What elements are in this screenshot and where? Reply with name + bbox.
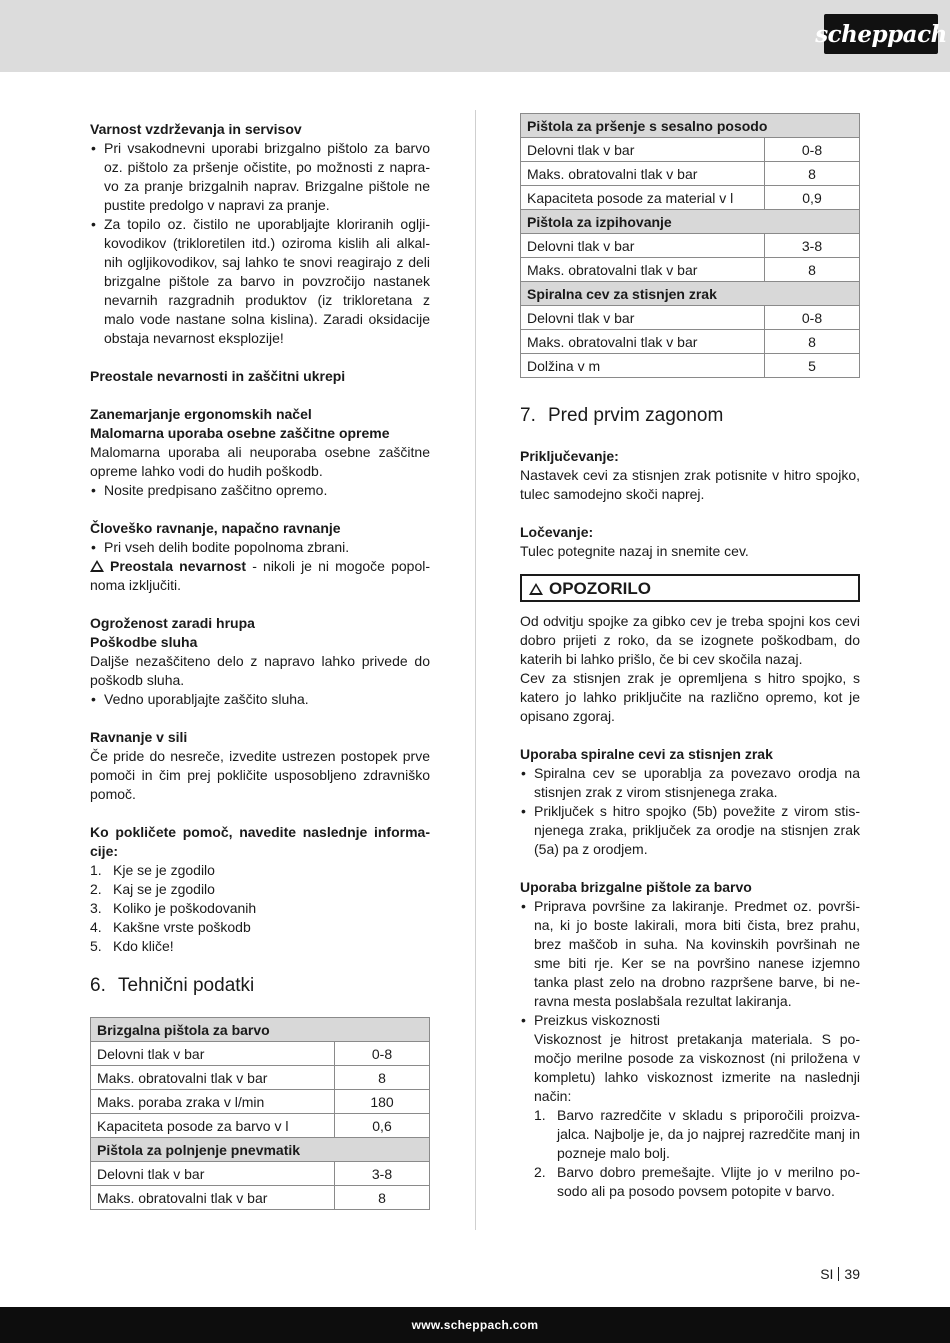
- info-list: [90, 861, 430, 956]
- ppe-paragraph: Malomarna uporaba ali neuporaba osebne zaščitne opreme lahko vodi do hudih poškodb.: [90, 444, 430, 479]
- website-link[interactable]: www.scheppach.com: [411, 1318, 539, 1332]
- warning-triangle-icon: [90, 560, 104, 572]
- maintenance-title: Varnost vzdrževanja in servisov: [90, 121, 302, 137]
- connecting-paragraph: Nastavek cevi za stisnjen zrak potisnite v hitro spojko, tulec samodejno skoči naprej.: [520, 467, 860, 502]
- section-6-heading: 6. Tehnični podatki: [90, 975, 255, 996]
- table-row: Maks. poraba zraka v l/min 180: [91, 1090, 430, 1114]
- table-row: Maks. obratovalni tlak v bar 8: [91, 1066, 430, 1090]
- right-column: [520, 113, 860, 1201]
- scheppach-logo: scheppach: [824, 14, 938, 54]
- ppe-bullet: • Nosite predpisano zaščitno opremo.: [90, 481, 430, 500]
- list-item: 3. Koliko je poškodovanih: [90, 900, 257, 916]
- viscosity-steps: [520, 1106, 860, 1201]
- list-item: 2. Barvo dobro premešajte. Vlijte jo v merilno po- sodo ali pa posodo povsem potopite v barvo.: [534, 1164, 860, 1199]
- paint-gun-bullet-2: • Preizkus viskoznosti: [520, 1011, 860, 1030]
- list-item: 1. Barvo razredčite v skladu s priporočili proizva- jalca. Najbolje je, da jo najprej razredčite manj in pozneje malo bolj.: [534, 1107, 860, 1161]
- paint-gun-title: Uporaba brizgalne pištole za barvo: [520, 879, 752, 895]
- left-column: [90, 120, 430, 1210]
- table-row: Delovni tlak v bar 0-8: [521, 306, 860, 330]
- human-behaviour-title: Človeško ravnanje, napačno ravnanje: [90, 520, 341, 536]
- table-section-header: Pištola za polnjenje pnevmatik: [91, 1138, 430, 1162]
- table-row: Delovni tlak v bar 3-8: [521, 234, 860, 258]
- disconnecting-paragraph: Tulec potegnite nazaj in snemite cev.: [520, 543, 749, 559]
- table-section-header: Pištola za izpihovanje: [521, 210, 860, 234]
- list-item: 5. Kdo kliče!: [90, 938, 174, 954]
- maintenance-bullet-2: • Za topilo oz. čistilo ne uporabljajte kloriranih oglji- kovodikov (trikloretilen itd.) oziroma kislih ali alkal- nih ogljikovodikov, saj lahko te snovi reagirajo z deli brizgalne pištole za barvo in povzročijo nastanek nevarnih razgradnih produktov (iz trikloretana z malo vode nastane solna kislina). Zaradi oksidacije obstaja nevarnost eksplozije!: [90, 215, 430, 348]
- spiral-hose-bullet-2: • Priključek s hitro spojko (5b) povežite z virom stis- njenega zraka, priključek za orodje na stisnjen zrak (5a) pa z orodjem.: [520, 802, 860, 859]
- column-divider: [475, 110, 476, 1230]
- spiral-hose-title: Uporaba spiralne cevi za stisnjen zrak: [520, 746, 773, 762]
- maintenance-bullet-1: • Pri vsakodnevni uporabi brizgalno pištolo za barvo oz. pištolo za pršenje očistite, po možnosti z napra- vo za pranje brizgalnih naprav. Brizgalne pištole ne pustite predolgo v napravi za pranje.: [90, 139, 430, 215]
- table-row: Kapaciteta posode za barvo v l 0,6: [91, 1114, 430, 1138]
- table-section-header: Spiralna cev za stisnjen zrak: [521, 282, 860, 306]
- noise-paragraph: Daljše nezaščiteno delo z napravo lahko privede do poškodb sluha.: [90, 653, 430, 688]
- ergonomics-title: Zanemarjanje ergonomskih načel: [90, 406, 312, 422]
- header-band: [0, 0, 950, 72]
- list-item: 4. Kakšne vrste poškodb: [90, 919, 251, 935]
- table-section-header: Brizgalna pištola za barvo: [91, 1018, 430, 1042]
- table-row: Maks. obratovalni tlak v bar 8: [91, 1186, 430, 1210]
- table-section-header: Pištola za pršenje s sesalno posodo: [521, 114, 860, 138]
- table-row: Delovni tlak v bar 0-8: [521, 138, 860, 162]
- warning-paragraph-1: Od odvitju spojke za gibko cev je treba spojni kos cevi dobro prijeti z roko, da se izognete poškodbam, do katerih bi lahko prišlo, če bi cev skočila nazaj.: [520, 613, 860, 667]
- disconnecting-title: Ločevanje:: [520, 524, 594, 540]
- residual-risk-note: [90, 557, 430, 595]
- page-number: SI 39: [820, 1266, 860, 1282]
- viscosity-paragraph: Viskoznost je hitrost pretakanja materiala. S po- močjo merilne posode za viskoznost (ni priložena v kompletu) lahko viskoznost izmerite na naslednji način:: [534, 1031, 860, 1104]
- section-7-heading: 7. Pred prvim zagonom: [520, 405, 724, 426]
- paint-gun-bullet-1: • Priprava površine za lakiranje. Predmet oz. površi- na, ki jo boste lakirali, mora biti čista, brez prahu, brez maščob in suha. Na kovinskih površinah ne sme biti rje. Ker se na površino nanese izjemno tanka plast zelo na drobno razpršene barve, bi ne- ravna mesta poslabšala rezultat lakiranja.: [520, 897, 860, 1011]
- emergency-paragraph: Če pride do nesreče, izvedite ustrezen postopek prve pomoči in čim prej pokličite usposobljeno zdravniško pomoč.: [90, 748, 430, 802]
- hearing-damage-title: Poškodbe sluha: [90, 634, 198, 650]
- warning-box: [520, 574, 860, 602]
- emergency-title: Ravnanje v sili: [90, 729, 188, 745]
- footer-band: [0, 1307, 950, 1343]
- table-row: Maks. obratovalni tlak v bar 8: [521, 258, 860, 282]
- connecting-title: Priključevanje:: [520, 448, 619, 464]
- list-item: 1. Kje se je zgodilo: [90, 862, 215, 878]
- table-row: Delovni tlak v bar 3-8: [91, 1162, 430, 1186]
- residual-risks-title: Preostale nevarnosti in zaščitni ukrepi: [90, 368, 346, 384]
- noise-title: Ogroženost zaradi hrupa: [90, 615, 255, 631]
- spiral-hose-bullet-1: • Spiralna cev se uporablja za povezavo orodja na stisnjen zrak z virom stisnjenega zraka.: [520, 764, 860, 802]
- residual-risk-label: Preostala nevarnost: [110, 558, 247, 574]
- ppe-title: Malomarna uporaba osebne zaščitne opreme: [90, 425, 390, 441]
- table-row: Maks. obratovalni tlak v bar 8: [521, 162, 860, 186]
- table-row: Maks. obratovalni tlak v bar 8: [521, 330, 860, 354]
- table-row: Delovni tlak v bar 0-8: [91, 1042, 430, 1066]
- warning-triangle-icon: [529, 583, 543, 595]
- noise-bullet: • Vedno uporabljajte zaščito sluha.: [90, 690, 430, 709]
- residual-risk-text: - nikoli je ni mogoče popol- noma izključiti.: [90, 558, 431, 593]
- info-list-title: Ko pokličete pomoč, navedite naslednje informa- cije:: [90, 824, 430, 859]
- tech-data-table-1: [90, 1017, 430, 1210]
- table-row: Kapaciteta posode za material v l 0,9: [521, 186, 860, 210]
- warning-paragraph-2: Cev za stisnjen zrak je opremljena s hitro spojko, s katero jo lahko priključite na različno opremo, kot je opisano zgoraj.: [520, 670, 860, 724]
- human-behaviour-bullet: • Pri vseh delih bodite popolnoma zbrani.: [90, 538, 430, 557]
- table-row: Dolžina v m 5: [521, 354, 860, 378]
- list-item: 2. Kaj se je zgodilo: [90, 881, 215, 897]
- tech-data-table-2: [520, 113, 860, 378]
- warning-label: OPOZORILO: [549, 578, 651, 598]
